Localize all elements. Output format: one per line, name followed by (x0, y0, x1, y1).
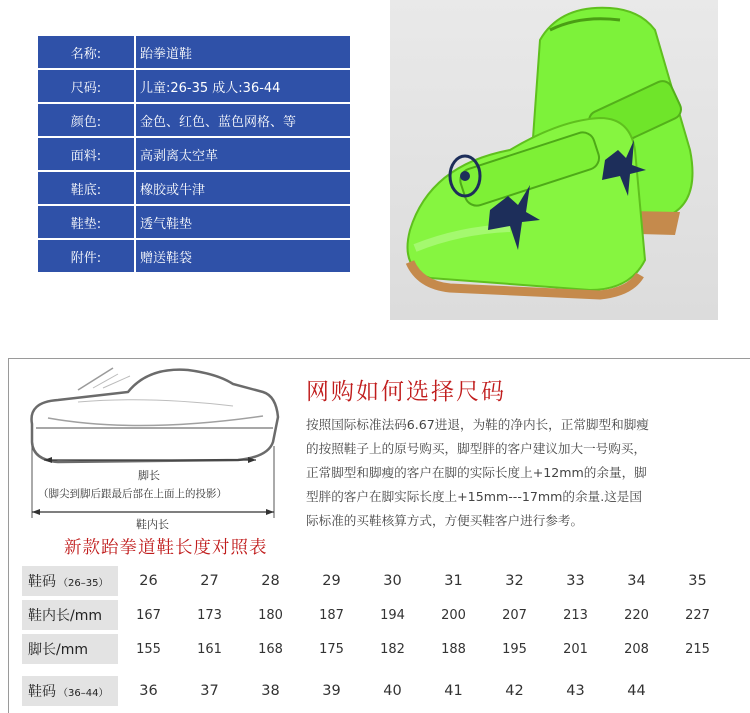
guide-line: 的按照鞋子上的原号购买，脚型胖的客户建议加大一号购买， (306, 441, 647, 456)
size-cell: 31 (444, 573, 463, 589)
size-cell: 41 (444, 683, 463, 699)
size-cell: 33 (566, 573, 585, 589)
size-cell: 180 (258, 607, 283, 623)
size-cell: 155 (136, 641, 161, 657)
size-cell (667, 676, 728, 706)
foot-length-label: 脚长 (138, 469, 160, 482)
guide-line: 际标准的买鞋核算方式，方便买鞋客户进行参考。 (306, 513, 584, 528)
spec-row (38, 36, 350, 68)
size-cell: 182 (380, 641, 405, 657)
size-cell: 173 (197, 607, 222, 623)
guide-line: 型胖的客户在脚实际长度上+15mm---17mm的余量.这是国 (306, 489, 642, 504)
size-cell: 161 (197, 641, 222, 657)
row-header-note: （36–44） (58, 687, 109, 699)
spec-value: 金色、红色、蓝色网格、等 (136, 104, 350, 136)
inner-length-label: 鞋内长 (136, 518, 169, 531)
size-cell: 35 (688, 573, 707, 589)
shoe-length-diagram (18, 362, 288, 532)
size-cell: 175 (319, 641, 344, 657)
guide-line: 正常脚型和脚瘦的客户在脚的实际长度上+12mm的余量，脚 (306, 465, 647, 480)
size-cell: 28 (261, 573, 280, 589)
size-table-title: 新款跆拳道鞋长度对照表 (64, 538, 268, 558)
guide-title: 网购如何选择尺码 (306, 379, 506, 405)
size-cell: 168 (258, 641, 283, 657)
size-table-row (22, 566, 728, 596)
size-cell: 34 (627, 573, 646, 589)
size-cell: 213 (563, 607, 588, 623)
size-cell: 194 (380, 607, 405, 623)
row-header (22, 634, 118, 664)
row-header (22, 676, 118, 706)
size-table-row (22, 634, 728, 664)
spec-table (38, 36, 350, 274)
row-header-note: （26–35） (58, 577, 109, 589)
spec-value: 儿童:26-35 成人:36-44 (136, 70, 350, 102)
spec-value: 高剥离太空革 (136, 138, 350, 170)
shoe-illustration (390, 0, 718, 320)
size-cell: 37 (200, 683, 219, 699)
spec-label: 颜色: (38, 104, 134, 136)
spec-label: 鞋垫: (38, 206, 134, 238)
spec-value: 橡胶或牛津 (136, 172, 350, 204)
size-cell: 44 (627, 683, 646, 699)
spec-row (38, 138, 350, 170)
product-photo (390, 0, 718, 320)
size-cell: 207 (502, 607, 527, 623)
size-cell: 39 (322, 683, 341, 699)
spec-label: 名称: (38, 36, 134, 68)
size-table-row (22, 600, 728, 630)
size-cell: 188 (441, 641, 466, 657)
spec-value: 跆拳道鞋 (136, 36, 350, 68)
size-cell: 42 (505, 683, 524, 699)
size-table-row (22, 676, 728, 706)
size-cell: 195 (502, 641, 527, 657)
size-cell: 32 (505, 573, 524, 589)
spec-row (38, 70, 350, 102)
size-cell: 40 (383, 683, 402, 699)
spec-label: 附件: (38, 240, 134, 272)
size-cell: 167 (136, 607, 161, 623)
row-header-label: 鞋码 (28, 684, 56, 700)
spec-label: 面料: (38, 138, 134, 170)
guide-description (306, 413, 742, 533)
spec-row (38, 240, 350, 272)
size-cell: 30 (383, 573, 402, 589)
spec-row (38, 206, 350, 238)
size-cell: 36 (139, 683, 158, 699)
spec-row (38, 172, 350, 204)
spec-row (38, 104, 350, 136)
guide-line: 按照国际标准法码6.67进退，为鞋的净内长，正常脚型和脚瘦 (306, 417, 649, 432)
size-cell: 187 (319, 607, 344, 623)
row-header-label: 鞋码 (28, 574, 56, 590)
row-header-label: 鞋内长/mm (28, 608, 102, 624)
foot-length-note: （脚尖到脚后跟最后部在上面上的投影） (38, 488, 227, 500)
size-cell: 208 (624, 641, 649, 657)
spec-value: 透气鞋垫 (136, 206, 350, 238)
spec-label: 鞋底: (38, 172, 134, 204)
size-cell: 227 (685, 607, 710, 623)
spec-value: 赠送鞋袋 (136, 240, 350, 272)
spec-label: 尺码: (38, 70, 134, 102)
size-cell: 29 (322, 573, 341, 589)
size-cell: 201 (563, 641, 588, 657)
size-cell: 38 (261, 683, 280, 699)
size-table (22, 566, 728, 710)
size-cell: 200 (441, 607, 466, 623)
size-cell: 215 (685, 641, 710, 657)
row-header (22, 600, 118, 630)
size-cell: 27 (200, 573, 219, 589)
row-header (22, 566, 118, 596)
row-header-label: 脚长/mm (28, 642, 88, 658)
size-cell: 43 (566, 683, 585, 699)
size-cell: 220 (624, 607, 649, 623)
size-cell: 26 (139, 573, 158, 589)
